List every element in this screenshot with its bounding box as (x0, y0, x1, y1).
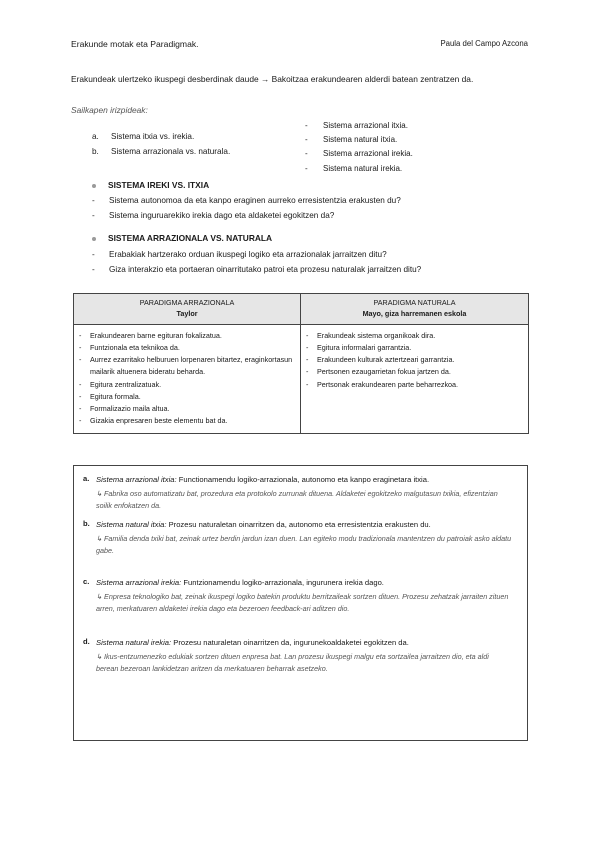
dash-marker: - (306, 367, 309, 377)
section-heading-text: SISTEMA ARRAZIONALA VS. NATURALA (108, 233, 273, 243)
trait-item (306, 330, 521, 342)
example-note (96, 488, 513, 513)
dash-marker: - (305, 135, 308, 145)
example-note-text: Enpresa teknologiko bat, zeinak ikuspegi logiko batekin produktu berritzaileak sortzen dituen. Prozesu zehatzak jarraiten zituen arren, merkatuaren aldaketei irekia dago eta bezeroen feedback-ari aditzen dio. (96, 591, 509, 614)
example-term: Sistema arrazional irekia: (96, 578, 182, 587)
dash-marker: - (92, 250, 95, 259)
dash-marker: - (306, 355, 309, 365)
trait-text: Pertsonen ezaugarrietan fokua jartzen da. (317, 367, 451, 377)
question-text: Erabakiak hartzerako orduan ikuspegi logiko eta arrazionalak jarraitzen ditu? (109, 250, 387, 259)
example-note-text: Fabrika oso automatizatu bat, prozedura eta protokolo zurrunak dituena. Aldaketei egokitzeko malgutasun txikia, efizentzian soilik enfokatzen da. (96, 488, 498, 511)
column-title: PARADIGMA ARRAZIONALA (139, 298, 235, 307)
criteria-item-text: Sistema arrazionala vs. naturala. (111, 147, 231, 156)
dash-marker: - (306, 343, 309, 353)
section-questions-open-closed (92, 194, 401, 223)
trait-item (79, 415, 293, 427)
dash-marker: - (79, 343, 82, 353)
trait-text: Gizakia enpresaren beste elementu bat da. (90, 416, 228, 426)
example-heading (96, 519, 521, 531)
column-subtitle: Mayo, giza harremanen eskola (362, 309, 467, 319)
dash-marker: - (306, 379, 309, 389)
dash-marker: - (92, 196, 95, 205)
question-text: Sistema inguruarekiko irekia dago eta aldaketei egokitzen da? (109, 210, 335, 220)
column-header-rational (74, 294, 301, 325)
example-letter: b. (83, 519, 90, 528)
trait-item (79, 330, 293, 342)
dash-marker: - (92, 210, 95, 220)
example-description: Prozesu naturaletan oinarritzen da, ingurunekoaldaketei egokitzen da. (173, 638, 409, 647)
system-type-item (305, 162, 413, 176)
example-letter: d. (83, 637, 90, 646)
section-heading-open-closed (92, 180, 209, 190)
sub-arrow-icon: ↳ (96, 533, 103, 543)
question-text: Sistema autonomoa da eta kanpo eraginen aurreko erresistentzia erakusten du? (109, 196, 401, 205)
example-note (96, 651, 513, 676)
trait-text: Egitura informalari garrantzia. (317, 343, 412, 353)
system-type-text: Sistema natural itxia. (323, 135, 398, 145)
trait-text: Aurrez ezarritako helburuen lorpenaren bitartez, eraginkortasun mailarik altuenera bideratu beharda. (90, 355, 293, 377)
dash-marker: - (79, 355, 82, 365)
trait-item (306, 342, 521, 354)
dash-marker: - (79, 416, 82, 426)
trait-text: Egitura zentralizatuak. (90, 379, 162, 389)
example-term: Sistema arrazional itxia: (96, 475, 177, 484)
paradigm-comparison-table (73, 293, 529, 434)
example-item (74, 637, 527, 676)
intro-text-before: Erakundeak ulertzeko ikuspegi desberdinak daude (71, 74, 259, 84)
example-description: Functionamendu logiko-arrazionala, autonomo eta kanpo eraginetara itxia. (178, 475, 430, 484)
example-note-text: Ikus-entzumenezko edukiak sortzen dituen enpresa bat. Lan prozesu ikuspegi malgu eta sortzailea jarraitzen dio, eta aldi berean bezeroan lankidetzan aritzen da merkatuaren beharrak asetzeko. (96, 651, 489, 674)
examples-box (73, 465, 528, 741)
natural-paradigm-cell (301, 324, 529, 434)
column-header-natural (301, 294, 529, 325)
bullet-dot-icon (92, 237, 96, 241)
column-subtitle: Taylor (176, 309, 198, 319)
trait-item (79, 403, 293, 415)
system-type-item (305, 133, 413, 147)
section-heading-text: SISTEMA IREKI VS. ITXIA (108, 180, 210, 190)
trait-text: Pertsonak erakundearen parte beharrezkoa. (317, 379, 459, 389)
trait-item (306, 379, 521, 391)
trait-text: Erakundeen kulturak aztertzeari garrantzia. (317, 355, 455, 365)
trait-text: Egitura formala. (90, 391, 141, 401)
dash-marker: - (79, 379, 82, 389)
question-text: Giza interakzio eta portaeran oinarritutako patroi eta prozesu naturalak jarraitzen ditu? (109, 264, 422, 274)
criteria-item-marker: a. (92, 132, 99, 141)
trait-item (79, 342, 293, 354)
question-item (92, 209, 401, 224)
example-letter: c. (83, 577, 90, 586)
section-questions-rational-natural (92, 248, 421, 277)
trait-item (79, 379, 293, 391)
example-heading (96, 474, 521, 486)
dash-marker: - (79, 404, 82, 414)
example-letter: a. (83, 474, 90, 483)
column-title: PARADIGMA NATURALA (373, 298, 456, 307)
trait-text: Erakundearen barne egituran fokalizatua. (90, 330, 222, 340)
example-term: Sistema natural itxia: (96, 520, 167, 529)
example-note (96, 591, 513, 616)
dash-marker: - (305, 149, 308, 159)
rational-paradigm-cell (74, 324, 301, 434)
example-heading (96, 577, 521, 589)
sub-arrow-icon: ↳ (96, 651, 103, 661)
question-item (92, 263, 421, 278)
section-heading-rational-natural (92, 233, 272, 243)
natural-traits-list (302, 326, 527, 396)
trait-item (79, 391, 293, 403)
dash-marker: - (92, 264, 95, 274)
criteria-label: Sailkapen irizpideak: (71, 105, 148, 115)
example-note-text: Familia denda txiki bat, zeinak urtez berdin jardun izan duen. Lan egiteko modu tradizionala mantentzen du patroiak asko aldatu gabe. (96, 533, 512, 556)
criteria-list (92, 129, 230, 159)
example-item (74, 577, 527, 616)
system-type-item (305, 147, 413, 161)
criteria-item (92, 144, 230, 159)
sub-arrow-icon: ↳ (96, 488, 103, 498)
example-note (96, 533, 513, 558)
dash-marker: - (305, 121, 308, 130)
rational-traits-list (75, 326, 299, 433)
example-item (74, 519, 527, 558)
system-type-text: Sistema natural irekia. (323, 163, 403, 173)
example-description: Prozesu naturaletan oinarritzen da, autonomo eta erresistentzia erakusten du. (168, 520, 431, 529)
intro-paragraph (71, 73, 528, 86)
header-title: Erakunde motak eta Paradigmak. (71, 39, 199, 49)
bullet-dot-icon (92, 184, 96, 188)
example-heading (96, 637, 521, 649)
example-description: Funtzionamendu logiko-arrazionala, ingurunera irekia dago. (183, 578, 384, 587)
intro-text-after: Bakoitzaa erakundearen alderdi batean zentratzen da. (271, 74, 474, 84)
trait-text: Erakundeak sistema organikoak dira. (317, 330, 436, 340)
example-term: Sistema natural irekia: (96, 638, 172, 647)
dash-marker: - (305, 163, 308, 173)
header-author: Paula del Campo Azcona (440, 39, 528, 48)
right-arrow-icon: → (260, 74, 270, 84)
dash-marker: - (79, 391, 82, 401)
criteria-item (92, 129, 230, 144)
trait-item (306, 366, 521, 378)
trait-text: Formalizazio maila altua. (90, 404, 170, 414)
criteria-item-marker: b. (92, 147, 99, 156)
dash-marker: - (79, 330, 82, 340)
system-type-item (305, 119, 413, 133)
trait-text: Funtzionala eta teknikoa da. (90, 343, 180, 353)
criteria-item-text: Sistema itxia vs. irekia. (111, 132, 195, 141)
trait-item (79, 354, 293, 378)
question-item (92, 248, 421, 263)
system-type-text: Sistema arrazional irekia. (323, 149, 413, 159)
trait-item (306, 354, 521, 366)
question-item (92, 194, 401, 209)
example-item (74, 474, 527, 513)
system-types-list (305, 119, 413, 176)
sub-arrow-icon: ↳ (96, 591, 103, 601)
system-type-text: Sistema arrazional itxia. (323, 121, 408, 130)
dash-marker: - (306, 330, 309, 340)
